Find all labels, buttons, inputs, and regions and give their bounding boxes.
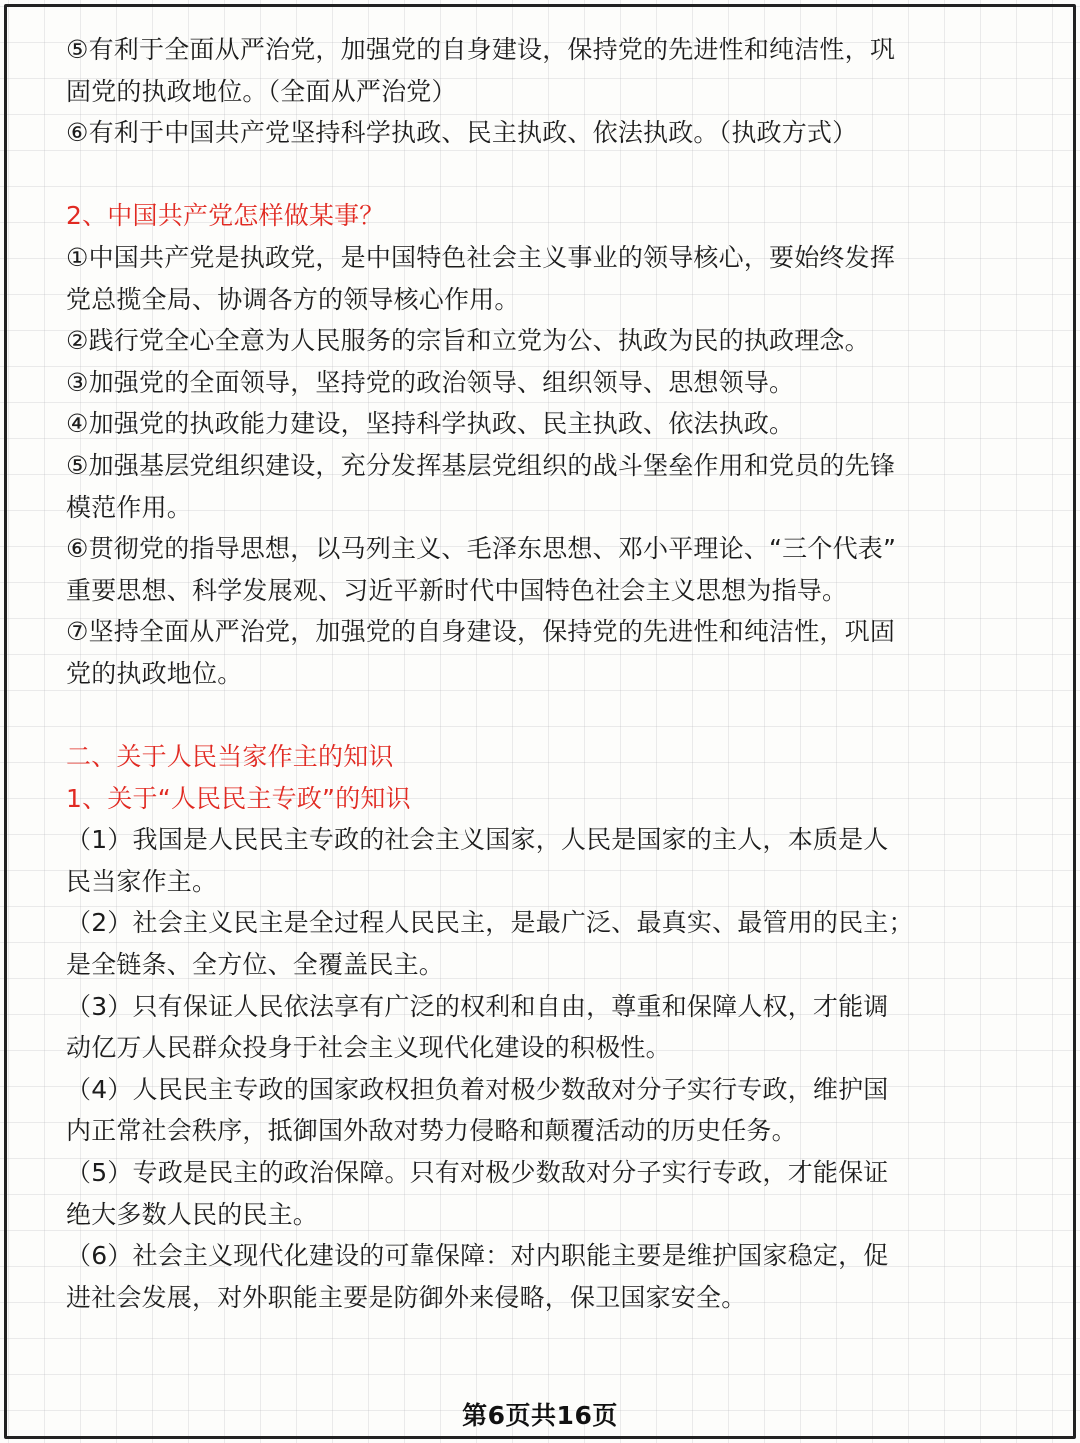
document-body [66,29,946,1318]
text-line: 内正常社会秩序，抵御国外敌对势力侵略和颠覆活动的历史任务。 [66,1116,797,1146]
text-line: （6）社会主义现代化建设的可靠保障：对内职能主要是维护国家稳定，促 [66,1241,889,1271]
text-line: ⑤加强基层党组织建设，充分发挥基层党组织的战斗堡垒作用和党员的先锋 [66,450,896,480]
people-masters-section [66,736,946,1318]
text-line: ⑦坚持全面从严治党，加强党的自身建设，保持党的先进性和纯洁性，巩固 [66,617,896,647]
text-line: （3）只有保证人民依法享有广泛的权利和自由，尊重和保障人权，才能调 [66,991,889,1021]
section-heading: 1、关于“人民民主专政”的知识 [66,783,411,813]
text-line: ④加强党的执政能力建设，坚持科学执政、民主执政、依法执政。 [66,409,795,439]
text-line: （5）专政是民主的政治保障。只有对极少数敌对分子实行专政，才能保证 [66,1158,889,1188]
party-section-tail [66,29,946,154]
text-line: 重要思想、科学发展观、习近平新时代中国特色社会主义思想为指导。 [66,575,848,605]
text-line: ⑤有利于全面从严治党，加强党的自身建设，保持党的先进性和纯洁性，巩 [66,35,896,64]
text-line: ⑥有利于中国共产党坚持科学执政、民主执政、依法执政。（执政方式） [66,118,858,148]
text-line: 动亿万人民群众投身于社会主义现代化建设的积极性。 [66,1033,671,1063]
paragraph-gap [66,695,946,737]
text-line: 民当家作主。 [66,866,218,896]
text-line: 模范作用。 [66,492,193,522]
text-line: 进社会发展，对外职能主要是防御外来侵略，保卫国家安全。 [66,1282,747,1312]
text-line: 党总揽全局、协调各方的领导核心作用。 [66,284,520,314]
text-line: （4）人民民主专政的国家政权担负着对极少数敌对分子实行专政，维护国 [66,1074,889,1104]
page-number: 第6页共16页 [462,1401,618,1430]
text-line: 党的执政地位。 [66,658,243,688]
text-line: 是全链条、全方位、全覆盖民主。 [66,950,445,980]
text-line: ②践行党全心全意为人民服务的宗旨和立党为公、执政为民的执政理念。 [66,326,870,356]
text-line: ①中国共产党是执政党，是中国特色社会主义事业的领导核心，要始终发挥 [66,242,896,272]
text-line: （1）我国是人民民主专政的社会主义国家，人民是国家的主人，本质是人 [66,825,889,855]
text-line: ③加强党的全面领导，坚持党的政治领导、组织领导、思想领导。 [66,367,795,397]
text-line: （2）社会主义民主是全过程人民民主，是最广泛、最真实、最管用的民主； [66,908,914,938]
chapter-heading: 二、关于人民当家作主的知识 [66,742,394,772]
text-line: 绝大多数人民的民主。 [66,1199,319,1229]
paragraph-gap [66,154,946,196]
section-heading: 2、中国共产党怎样做某事？ [66,201,385,231]
how-party-acts-section [66,195,946,694]
text-line: ⑥贯彻党的指导思想，以马列主义、毛泽东思想、邓小平理论、“三个代表” [66,534,897,564]
text-line: 固党的执政地位。（全面从严治党） [66,76,457,106]
